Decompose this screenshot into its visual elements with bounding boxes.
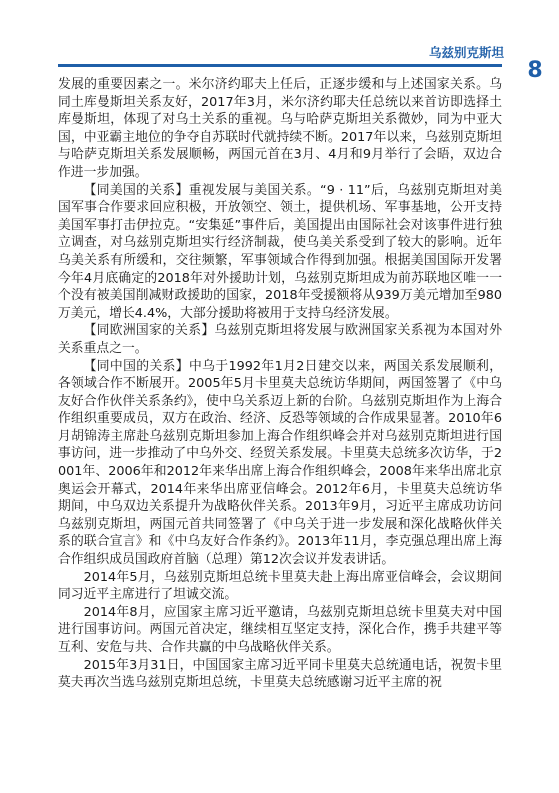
paragraph-2014-august: 2014年8月，应国家主席习近平邀请，乌兹别克斯坦总统卡里莫夫对中国进行国事访问。两国元首决定，继续相互坚定支持，深化合作，携手共建平等互利、安危与共、合作共赢的中乌战略伙伴关系。: [58, 604, 502, 655]
paragraph-2015-march: 2015年3月31日，中国国家主席习近平同卡里莫夫总统通电话，祝贺卡里莫夫再次当选乌兹别克斯坦总统，卡里莫夫总统感谢习近平主席的祝: [58, 657, 502, 691]
header-rule: [58, 64, 502, 67]
paragraph-china-relations: 【同中国的关系】中乌于1992年1月2日建交以来，两国关系发展顺利，各领域合作不断展开。2005年5月卡里莫夫总统访华期间，两国签署了《中乌友好合作伙伴关系条约》，使中乌关系迈上新的台阶。乌兹别克斯坦作为上海合作组织重要成员，双方在政治、经济、反恐等领域的合作成果显著。2010年6月胡锦涛主席赴乌兹别克斯坦参加上海合作组织峰会并对乌兹别克斯坦进行国事访问，进一步推动了中乌外交、经贸关系发展。卡里莫夫总统多次访华，于2001年、2006年和2012年来华出席上海合作组织峰会，2008年来华出席北京奥运会开幕式，2014年来华出席亚信峰会。2012年6月，卡里莫夫总统访华期间，中乌双边关系提升为战略伙伴关系。2013年9月，习近平主席成功访问乌兹别克斯坦，两国元首共同签署了《中乌关于进一步发展和深化战略伙伴关系的联合宣言》和《中乌友好合作条约》。2013年11月，李克强总理出席上海合作组织成员国政府首脑（总理）第12次会议并发表讲话。: [58, 358, 502, 568]
paragraph-europe-relations: 【同欧洲国家的关系】乌兹别克斯坦将发展与欧洲国家关系视为本国对外关系重点之一。: [58, 323, 502, 356]
paragraph-us-relations: 【同美国的关系】重视发展与美国关系。“9 · 11”后，乌兹别克斯坦对美国军事合作要求回应积极，开放领空、领土，提供机场、军事基地，公开支持美国军事打击伊拉克。“安集延”事件后，美国提出由国际社会对该事件进行独立调查，对乌兹别克斯坦实行经济制裁，使乌美关系受到了较大的影响。近年乌美关系有所缓和，交往频繁，军事领域合作得到加强。根据美国国际开发署今年4月底确定的2018年对外援助计划，乌兹别克斯坦成为前苏联地区唯一一个没有被美国削减财政援助的国家，2018年受援额将从939万美元增加至980万美元，增长4.4%，大部分援助将被用于支持乌经济发展。: [58, 182, 502, 321]
page-number: 8: [527, 58, 543, 83]
paragraph-2014-may: 2014年5月，乌兹别克斯坦总统卡里莫夫赴上海出席亚信峰会，会议期间同习近平主席进行了坦诚交流。: [58, 569, 502, 603]
paragraph-central-asia-relations: 发展的重要因素之一。米尔济约耶夫上任后，正逐步缓和与上述国家关系。乌同土库曼斯坦关系友好，2017年3月，米尔济约耶夫任总统以来首访即选择土库曼斯坦，体现了对乌土关系的重视。乌与哈萨克斯坦关系微妙，同为中亚大国，中亚霸主地位的争夺自苏联时代就持续不断。2017年以来，乌兹别克斯坦与哈萨克斯坦关系发展顺畅，两国元首在3月、4月和9月举行了会晤，双边合作进一步加强。: [58, 77, 502, 180]
body-text: [58, 76, 502, 692]
running-head-title: 乌兹别克斯坦: [428, 45, 504, 60]
